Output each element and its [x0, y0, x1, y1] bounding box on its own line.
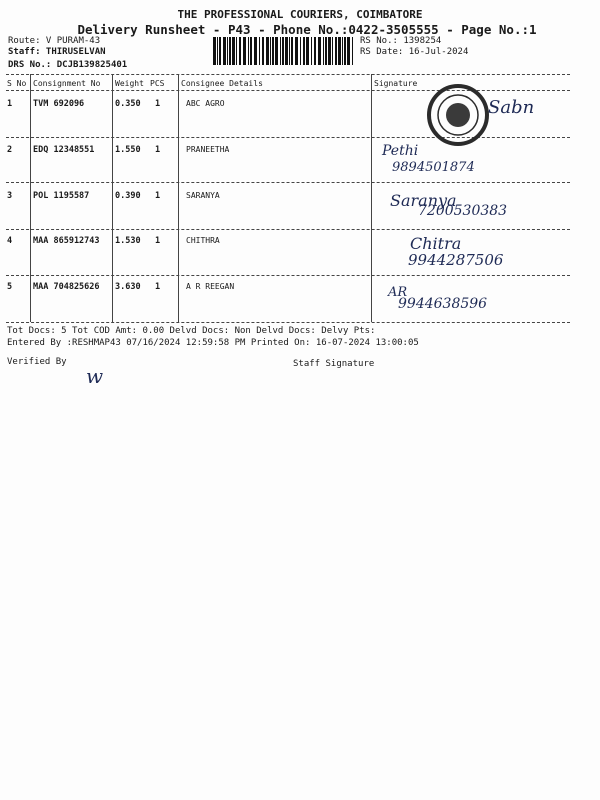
row-consignment: TVM 692096 [33, 99, 85, 109]
col-header-sno: S No [7, 79, 27, 88]
handwritten-phone: 9944638596 [398, 296, 488, 312]
verified-signature: w [86, 364, 104, 388]
barcode-bar [259, 37, 260, 65]
column-divider [30, 74, 31, 322]
row-divider [6, 275, 570, 276]
barcode-bar [352, 37, 353, 65]
barcode-bar [318, 37, 321, 65]
route-label: Route: V PURAM-43 [8, 36, 101, 46]
staff-label: Staff: THIRUSELVAN [8, 47, 106, 57]
row-weight: 1.530 [115, 236, 141, 246]
barcode-bar [295, 37, 298, 65]
row-pcs: 1 [155, 99, 161, 109]
signature-scribble: Saranya [390, 191, 457, 210]
barcode-bar [248, 37, 249, 65]
barcode-bar [227, 37, 228, 65]
signature-scribble: Sabn [488, 97, 535, 118]
company-title: THE PROFESSIONAL COURIERS, COIMBATORE [177, 8, 423, 21]
row-weight: 1.550 [115, 145, 141, 155]
barcode-bar [219, 37, 221, 65]
runsheet-title: Delivery Runsheet - P43 - Phone No.:0422-3505555 - Page No.:1 [77, 22, 537, 37]
barcode-bar [272, 37, 274, 65]
row-consignee: ABC AGRO [186, 99, 225, 108]
col-header-consignee: Consignee Details [181, 79, 263, 88]
barcode-bar [347, 37, 350, 65]
row-consignee: CHITHRA [186, 236, 220, 245]
barcode-bar [300, 37, 301, 65]
barcode-bar [338, 37, 341, 65]
handwritten-phone: 7200530383 [418, 203, 508, 219]
barcode-bar [306, 37, 309, 65]
barcode-bar [270, 37, 271, 65]
row-weight: 0.350 [115, 99, 141, 109]
column-divider [371, 74, 372, 322]
barcode-bar [236, 37, 237, 65]
row-consignment: POL 1195587 [33, 191, 90, 201]
row-divider [6, 229, 570, 230]
barcode-bar [323, 37, 324, 65]
row-consignment: MAA 865912743 [33, 236, 100, 246]
row-pcs: 1 [155, 191, 161, 201]
signature-scribble: Chitra [410, 234, 462, 253]
column-divider [112, 74, 113, 322]
rs-date: RS Date: 16-Jul-2024 [360, 47, 469, 57]
col-header-consignment: Consignment No [33, 79, 101, 88]
barcode-bar [289, 37, 290, 65]
barcode-bar [229, 37, 231, 65]
barcode [213, 37, 355, 65]
row-pcs: 1 [155, 236, 161, 246]
barcode-bar [325, 37, 327, 65]
barcode-bar [250, 37, 252, 65]
handwritten-phone: 9894501874 [392, 160, 475, 175]
handwritten-phone: 9944287506 [408, 251, 504, 269]
row-sno: 5 [7, 282, 13, 292]
company-stamp [427, 84, 489, 146]
row-sno: 3 [7, 191, 13, 201]
barcode-bar [254, 37, 257, 65]
entered-by-line: Entered By :RESHMAP43 07/16/2024 12:59:58 PM Printed On: 16-07-2024 13:00:05 [7, 338, 419, 348]
row-pcs: 1 [155, 145, 161, 155]
barcode-bar [232, 37, 235, 65]
barcode-bar [217, 37, 218, 65]
barcode-bar [335, 37, 337, 65]
col-header-pcs: PCS [150, 79, 165, 88]
table-top-border [6, 74, 570, 75]
barcode-bar [328, 37, 331, 65]
barcode-bar [213, 37, 216, 65]
totals-line: Tot Docs: 5 Tot COD Amt: 0.00 Delvd Docs: Non Delvd Docs: Delvy Pts: [7, 326, 376, 336]
row-consignment: MAA 704825626 [33, 282, 100, 292]
barcode-bar [332, 37, 333, 65]
barcode-bar [282, 37, 284, 65]
drs-number: DRS No.: DCJB139825401 [8, 60, 128, 70]
row-weight: 0.390 [115, 191, 141, 201]
col-header-weight: Weight [115, 79, 144, 88]
column-divider [178, 74, 179, 322]
verified-by-label: Verified By [7, 357, 67, 367]
row-consignee: PRANEETHA [186, 145, 230, 154]
barcode-bar [314, 37, 316, 65]
barcode-bar [262, 37, 264, 65]
rs-number: RS No.: 1398254 [360, 36, 442, 46]
staff-signature-label: Staff Signature [293, 359, 375, 369]
barcode-bar [303, 37, 305, 65]
barcode-bar [291, 37, 293, 65]
barcode-bar [223, 37, 226, 65]
barcode-bar [243, 37, 246, 65]
barcode-bar [311, 37, 312, 65]
signature-scribble: Pethi [382, 143, 419, 159]
barcode-bar [280, 37, 281, 65]
table-bottom-border [6, 322, 570, 323]
row-pcs: 1 [155, 282, 161, 292]
row-sno: 4 [7, 236, 13, 246]
row-sno: 2 [7, 145, 13, 155]
row-consignee: SARANYA [186, 191, 220, 200]
barcode-bar [342, 37, 343, 65]
barcode-bar [275, 37, 278, 65]
barcode-bar [239, 37, 241, 65]
row-sno: 1 [7, 99, 13, 109]
signature-scribble: AR [388, 285, 408, 300]
barcode-bar [344, 37, 346, 65]
row-consignee: A R REEGAN [186, 282, 235, 291]
row-consignment: EDQ 12348551 [33, 145, 95, 155]
row-divider [6, 182, 570, 183]
row-weight: 3.630 [115, 282, 141, 292]
barcode-bar [266, 37, 269, 65]
col-header-signature: Signature [374, 79, 418, 88]
barcode-bar [285, 37, 288, 65]
